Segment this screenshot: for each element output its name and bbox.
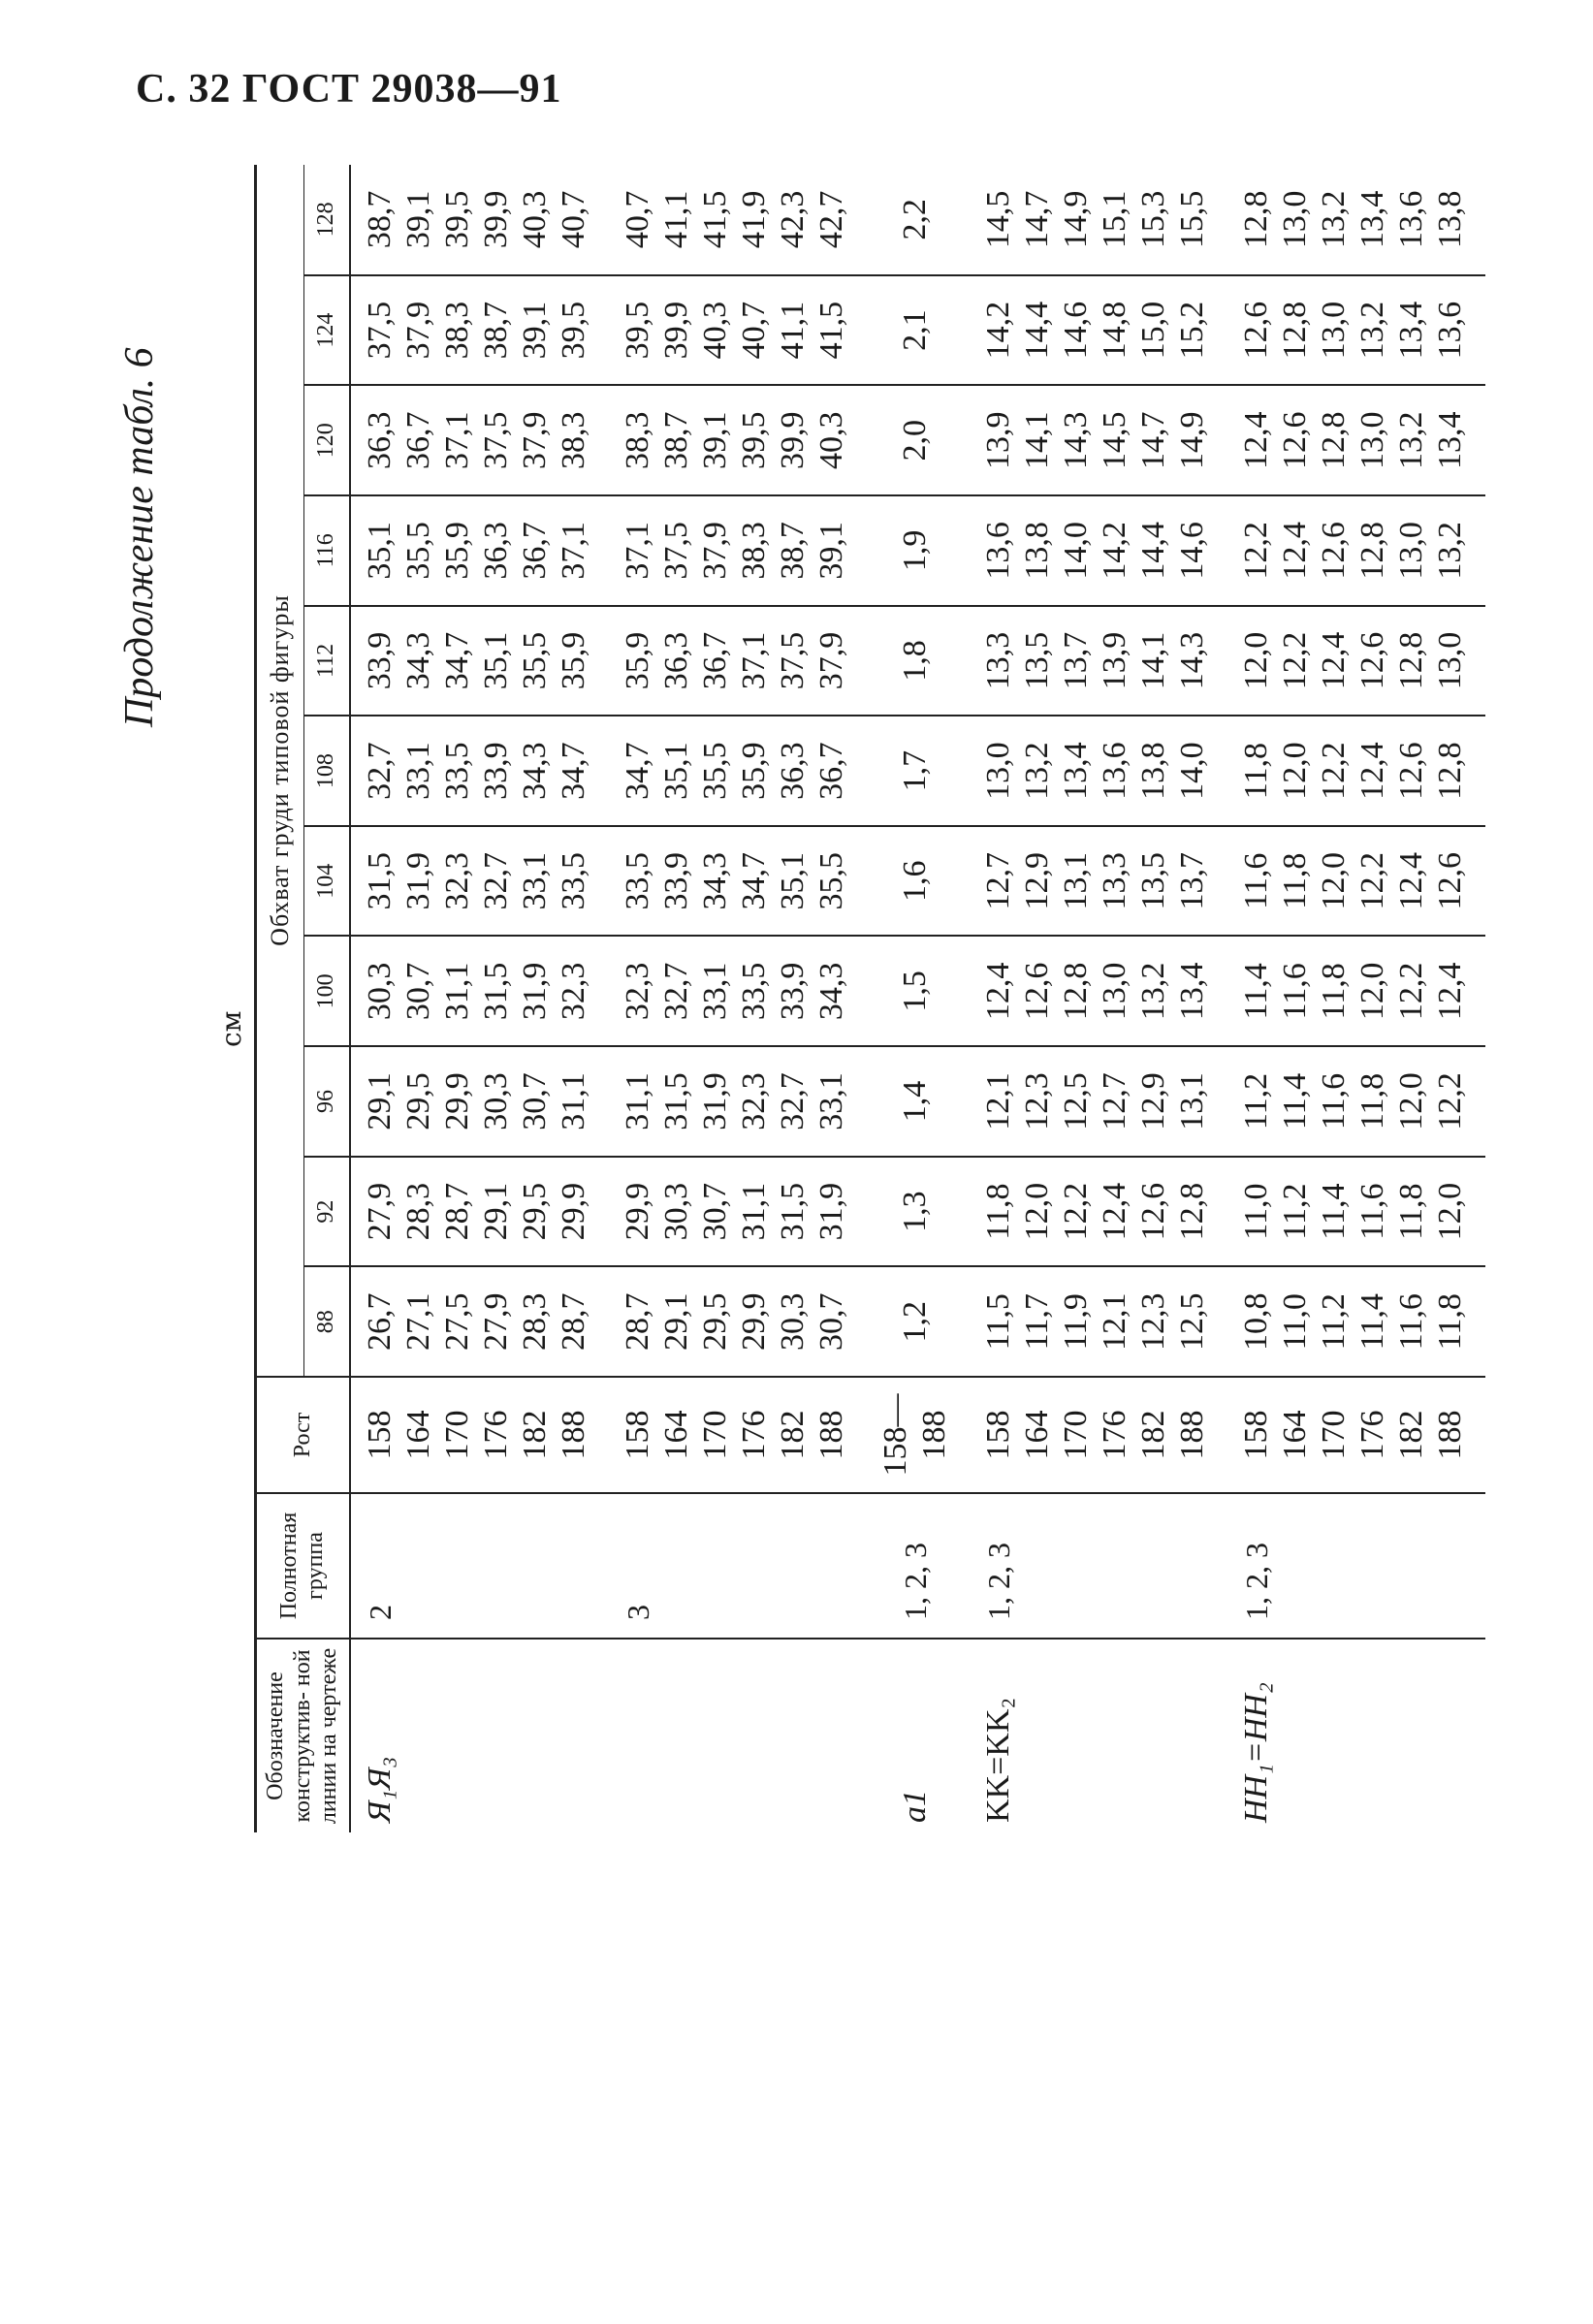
value-cell: 27,9 28,3 28,7 29,1 29,5 29,9 [350, 1157, 609, 1267]
designation-cell: a1 [867, 1639, 970, 1832]
rotated-table-region [117, 165, 1468, 1832]
continuation-caption: Продолжение табл. 6 [117, 347, 162, 727]
value-cell: 1,7 [867, 716, 970, 826]
girth-header: 116 [304, 495, 350, 606]
girth-header: 120 [304, 385, 350, 495]
value-cell: 37,1 37,5 37,9 38,3 38,7 39,1 [609, 495, 867, 606]
value-cell: 14,2 14,4 14,6 14,8 15,0 15,2 [970, 275, 1227, 386]
value-cell: 35,9 36,3 36,7 37,1 37,5 37,9 [609, 606, 867, 716]
value-cell: 37,5 37,9 38,3 38,7 39,1 39,5 [350, 275, 609, 386]
value-cell: 12,2 12,4 12,6 12,8 13,0 13,2 [1227, 495, 1485, 606]
girth-header: 124 [304, 275, 350, 386]
value-cell: 1,8 [867, 606, 970, 716]
sizes-table [254, 165, 1485, 1832]
value-cell: 12,1 12,3 12,5 12,7 12,9 13,1 [970, 1046, 1227, 1157]
table-row [970, 165, 1227, 1832]
value-cell: 12,7 12,9 13,1 13,3 13,5 13,7 [970, 826, 1227, 937]
value-cell: 11,4 11,6 11,8 12,0 12,2 12,4 [1227, 937, 1485, 1047]
value-cell: 31,5 31,9 32,3 32,7 33,1 33,5 [350, 826, 609, 937]
designation-cell: KK=KK₂ [970, 1639, 1227, 1832]
value-cell: 13,9 14,1 14,3 14,5 14,7 14,9 [970, 385, 1227, 495]
height-cell: 158 164 170 176 182 188 [1227, 1377, 1485, 1493]
table-row [1227, 165, 1485, 1832]
value-cell: 11,0 11,2 11,4 11,6 11,8 12,0 [1227, 1157, 1485, 1267]
group-cell: 2 [350, 1493, 609, 1639]
group-cell: 1, 2, 3 [970, 1493, 1227, 1639]
height-header: Рост [256, 1377, 350, 1493]
value-cell: 2,0 [867, 385, 970, 495]
height-cell: 158 164 170 176 182 188 [609, 1377, 867, 1493]
value-cell: 1,9 [867, 495, 970, 606]
value-cell: 1,4 [867, 1046, 970, 1157]
value-cell: 12,4 12,6 12,8 13,0 13,2 13,4 [1227, 385, 1485, 495]
table-row [350, 165, 609, 1832]
height-cell: 158 164 170 176 182 188 [970, 1377, 1227, 1493]
value-cell: 12,0 12,2 12,4 12,6 12,8 13,0 [1227, 606, 1485, 716]
table-row [609, 165, 867, 1832]
value-cell: 12,6 12,8 13,0 13,2 13,4 13,6 [1227, 275, 1485, 386]
value-cell: 2,1 [867, 275, 970, 386]
value-cell: 13,3 13,5 13,7 13,9 14,1 14,3 [970, 606, 1227, 716]
group-header: Полнотная группа [256, 1493, 350, 1639]
value-cell: 29,1 29,5 29,9 30,3 30,7 31,1 [350, 1046, 609, 1157]
value-cell: 30,3 30,7 31,1 31,5 31,9 32,3 [350, 937, 609, 1047]
value-cell: 11,6 11,8 12,0 12,2 12,4 12,6 [1227, 826, 1485, 937]
value-cell: 13,0 13,2 13,4 13,6 13,8 14,0 [970, 716, 1227, 826]
girth-header: 96 [304, 1046, 350, 1157]
value-cell: 39,5 39,9 40,3 40,7 41,1 41,5 [609, 275, 867, 386]
value-cell: 13,6 13,8 14,0 14,2 14,4 14,6 [970, 495, 1227, 606]
group-cell: 3 [609, 1493, 867, 1639]
value-cell: 29,9 30,3 30,7 31,1 31,5 31,9 [609, 1157, 867, 1267]
designation-header: Обозначение конструктив- ной линии на чертеже [256, 1639, 350, 1832]
header-row [256, 165, 304, 1832]
girth-header: 104 [304, 826, 350, 937]
value-cell: 14,5 14,7 14,9 15,1 15,3 15,5 [979, 190, 1210, 249]
value-cell: 11,8 12,0 12,2 12,4 12,6 12,8 [1227, 716, 1485, 826]
value-cell: 1,6 [867, 826, 970, 937]
value-cell: 32,7 33,1 33,5 33,9 34,3 34,7 [350, 716, 609, 826]
group-cell: 1, 2, 3 [867, 1493, 970, 1639]
table-body [350, 165, 1485, 1832]
girth-header: 108 [304, 716, 350, 826]
value-cell: 11,5 11,7 11,9 12,1 12,3 12,5 [970, 1266, 1227, 1377]
value-cell: 12,8 13,0 13,2 13,4 13,6 13,8 [1237, 190, 1468, 249]
value-cell: 38,7 39,1 39,5 39,9 40,3 40,7 [361, 190, 591, 249]
value-cell: 40,7 41,1 41,5 41,9 42,3 42,7 [619, 190, 849, 249]
value-cell: 2,2 [896, 199, 933, 240]
value-cell: 33,5 33,9 34,3 34,7 35,1 35,5 [609, 826, 867, 937]
value-cell: 35,1 35,5 35,9 36,3 36,7 37,1 [350, 495, 609, 606]
value-cell: 32,3 32,7 33,1 33,5 33,9 34,3 [609, 937, 867, 1047]
group-cell: 1, 2, 3 [1227, 1493, 1485, 1639]
value-cell: 12,4 12,6 12,8 13,0 13,2 13,4 [970, 937, 1227, 1047]
height-cell: 158 164 170 176 182 188 [350, 1377, 609, 1493]
height-cell: 158—188 [867, 1377, 970, 1493]
value-cell: 28,7 29,1 29,5 29,9 30,3 30,7 [609, 1266, 867, 1377]
girth-header: 128 [304, 165, 350, 275]
girth-header: 100 [304, 937, 350, 1047]
value-cell: 11,8 12,0 12,2 12,4 12,6 12,8 [970, 1157, 1227, 1267]
value-cell: 11,2 11,4 11,6 11,8 12,0 12,2 [1227, 1046, 1485, 1157]
value-cell: 10,8 11,0 11,2 11,4 11,6 11,8 [1227, 1266, 1485, 1377]
girth-header: 112 [304, 606, 350, 716]
value-cell: 1,3 [867, 1157, 970, 1267]
page-header: С. 32 ГОСТ 29038—91 [136, 67, 562, 111]
designation-cell [609, 1639, 867, 1832]
girth-header: 92 [304, 1157, 350, 1267]
value-cell: 1,2 [867, 1266, 970, 1377]
girth-header: 88 [304, 1266, 350, 1377]
value-cell: 36,3 36,7 37,1 37,5 37,9 38,3 [350, 385, 609, 495]
designation-cell: HH₁=HH₂ [1227, 1639, 1485, 1832]
value-cell: 38,3 38,7 39,1 39,5 39,9 40,3 [609, 385, 867, 495]
unit-label: см [215, 1010, 247, 1047]
value-cell: 31,1 31,5 31,9 32,3 32,7 33,1 [609, 1046, 867, 1157]
value-cell: 33,9 34,3 34,7 35,1 35,5 35,9 [350, 606, 609, 716]
girth-group-header: Обхват груди типовой фигуры [256, 165, 304, 1377]
value-cell: 34,7 35,1 35,5 35,9 36,3 36,7 [609, 716, 867, 826]
table-row [867, 165, 970, 1832]
value-cell: 1,5 [867, 937, 970, 1047]
value-cell: 26,7 27,1 27,5 27,9 28,3 28,7 [350, 1266, 609, 1377]
designation-cell: Я₁Я₃ [350, 1639, 609, 1832]
